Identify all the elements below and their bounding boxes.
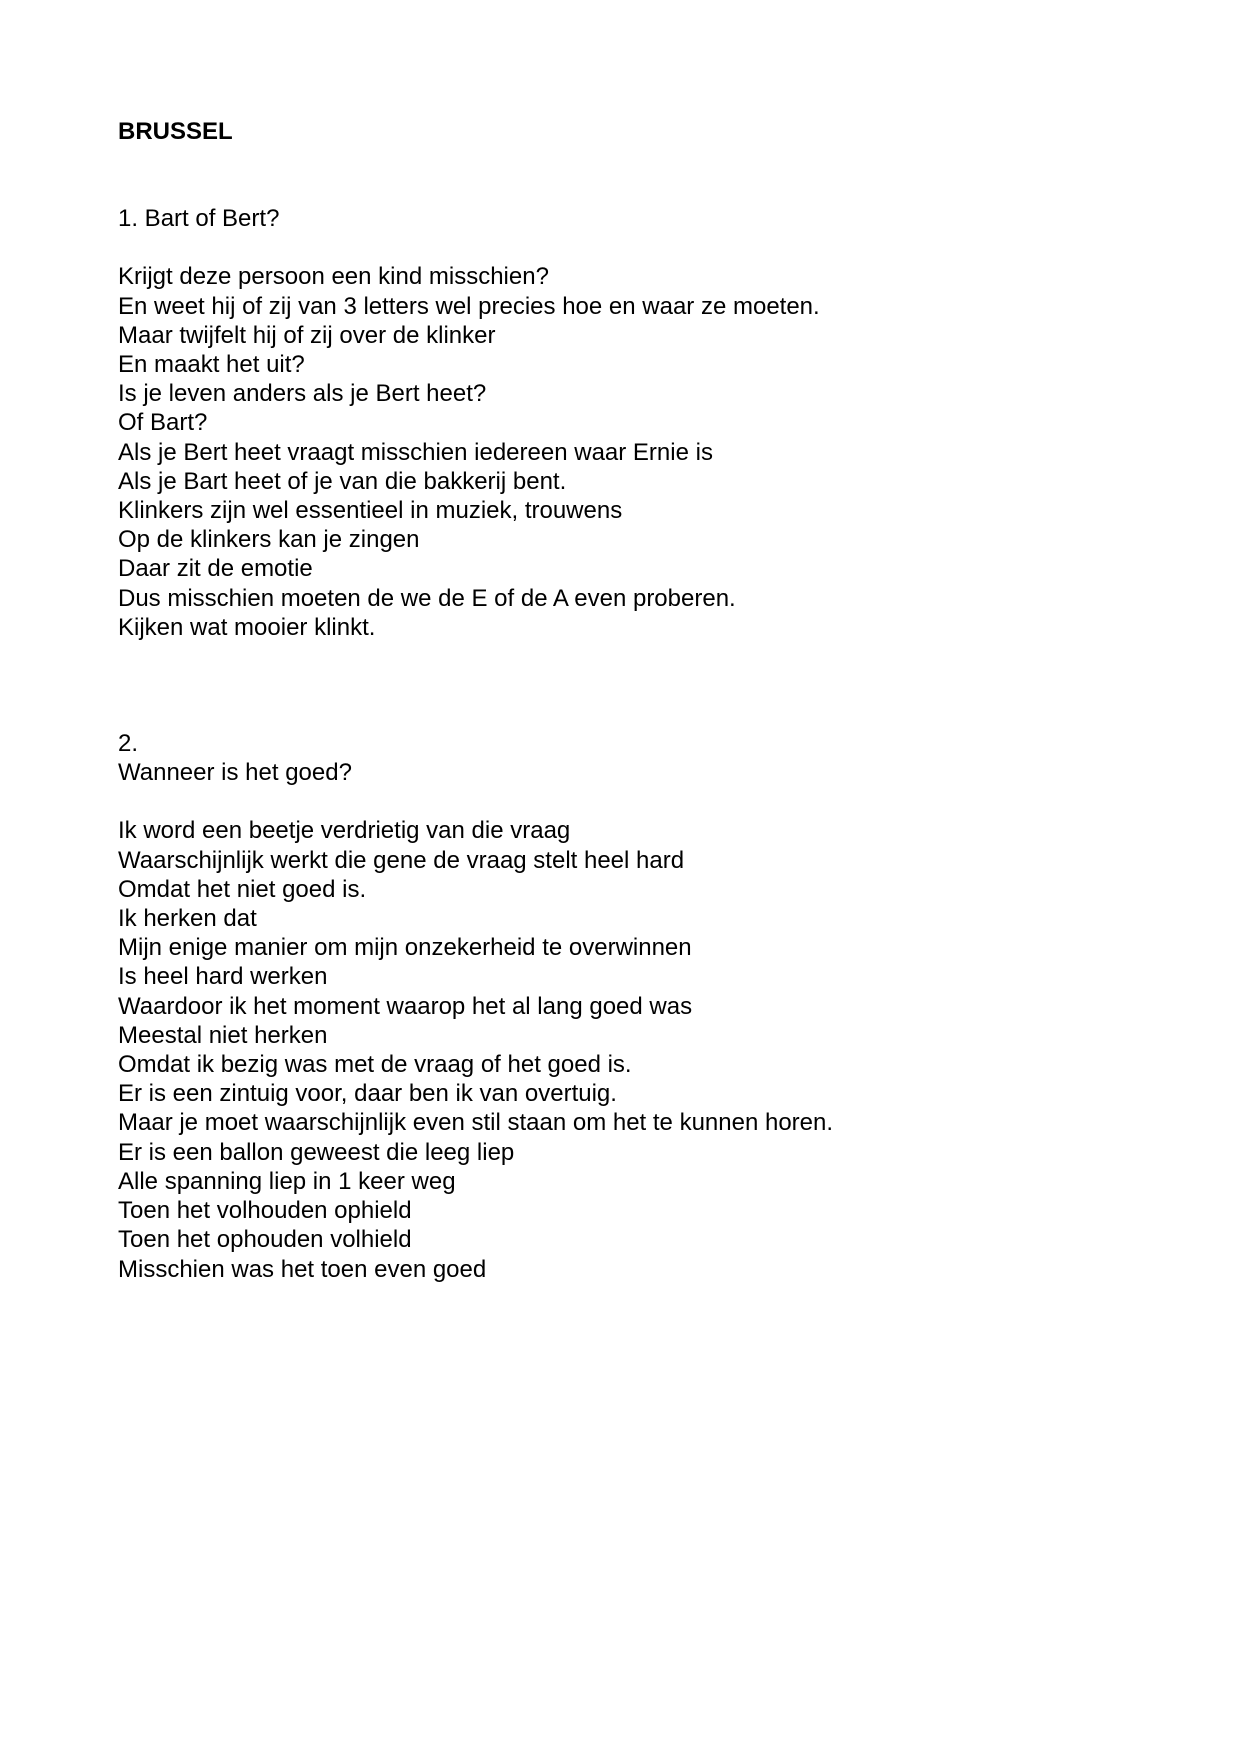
poem-line: Krijgt deze persoon een kind misschien? <box>118 263 549 291</box>
poem-line: Op de klinkers kan je zingen <box>118 526 420 554</box>
poem-line: Daar zit de emotie <box>118 555 313 583</box>
poem-1 <box>118 204 1158 642</box>
poem-line: Waarschijnlijk werkt die gene de vraag stelt heel hard <box>118 846 685 874</box>
poem-line: Waardoor ik het moment waarop het al lang goed was <box>118 992 693 1020</box>
poem-2 <box>118 729 1158 1284</box>
poem-line: Toen het ophouden volhield <box>118 1226 412 1254</box>
poem-line: Meestal niet herken <box>118 1021 328 1049</box>
poem-line: Er is een ballon geweest die leeg liep <box>118 1138 515 1166</box>
poem-line: Ik word een beetje verdrietig van die vraag <box>118 817 571 845</box>
poem-2-body <box>118 816 1158 1283</box>
poem-1-body <box>118 262 1158 642</box>
poem-line: Of Bart? <box>118 409 208 437</box>
poem-line: Alle spanning liep in 1 keer weg <box>118 1167 456 1195</box>
poem-line: Ik herken dat <box>118 905 257 933</box>
poem-line: Als je Bart heet of je van die bakkerij bent. <box>118 467 567 495</box>
poem-line: Toen het volhouden ophield <box>118 1197 412 1225</box>
poem-line: Maar twijfelt hij of zij over de klinker <box>118 321 496 349</box>
poem-line: Dus misschien moeten de we de E of de A even proberen. <box>118 584 736 612</box>
poem-line: Omdat ik bezig was met de vraag of het goed is. <box>118 1051 632 1079</box>
document-title: BRUSSEL <box>118 118 233 145</box>
poem-line: Kijken wat mooier klinkt. <box>118 613 376 641</box>
poem-1-heading: 1. Bart of Bert? <box>118 205 280 233</box>
poem-line: En weet hij of zij van 3 letters wel precies hoe en waar ze moeten. <box>118 292 820 320</box>
poem-line: Is heel hard werken <box>118 963 328 991</box>
poem-line: Misschien was het toen even goed <box>118 1255 487 1283</box>
poem-line: Klinkers zijn wel essentieel in muziek, trouwens <box>118 497 623 525</box>
poem-line: Er is een zintuig voor, daar ben ik van overtuig. <box>118 1080 617 1108</box>
poem-2-heading: Wanneer is het goed? <box>118 759 352 787</box>
poem-line: Omdat het niet goed is. <box>118 875 367 903</box>
poem-line: Mijn enige manier om mijn onzekerheid te overwinnen <box>118 934 692 962</box>
poem-2-number: 2. <box>118 730 139 758</box>
poem-line: Is je leven anders als je Bert heet? <box>118 380 487 408</box>
poem-line: Als je Bert heet vraagt misschien iedereen waar Ernie is <box>118 438 713 466</box>
document-page <box>118 117 1158 1284</box>
poem-line: En maakt het uit? <box>118 351 305 379</box>
poem-line: Maar je moet waarschijnlijk even stil staan om het te kunnen horen. <box>118 1109 834 1137</box>
